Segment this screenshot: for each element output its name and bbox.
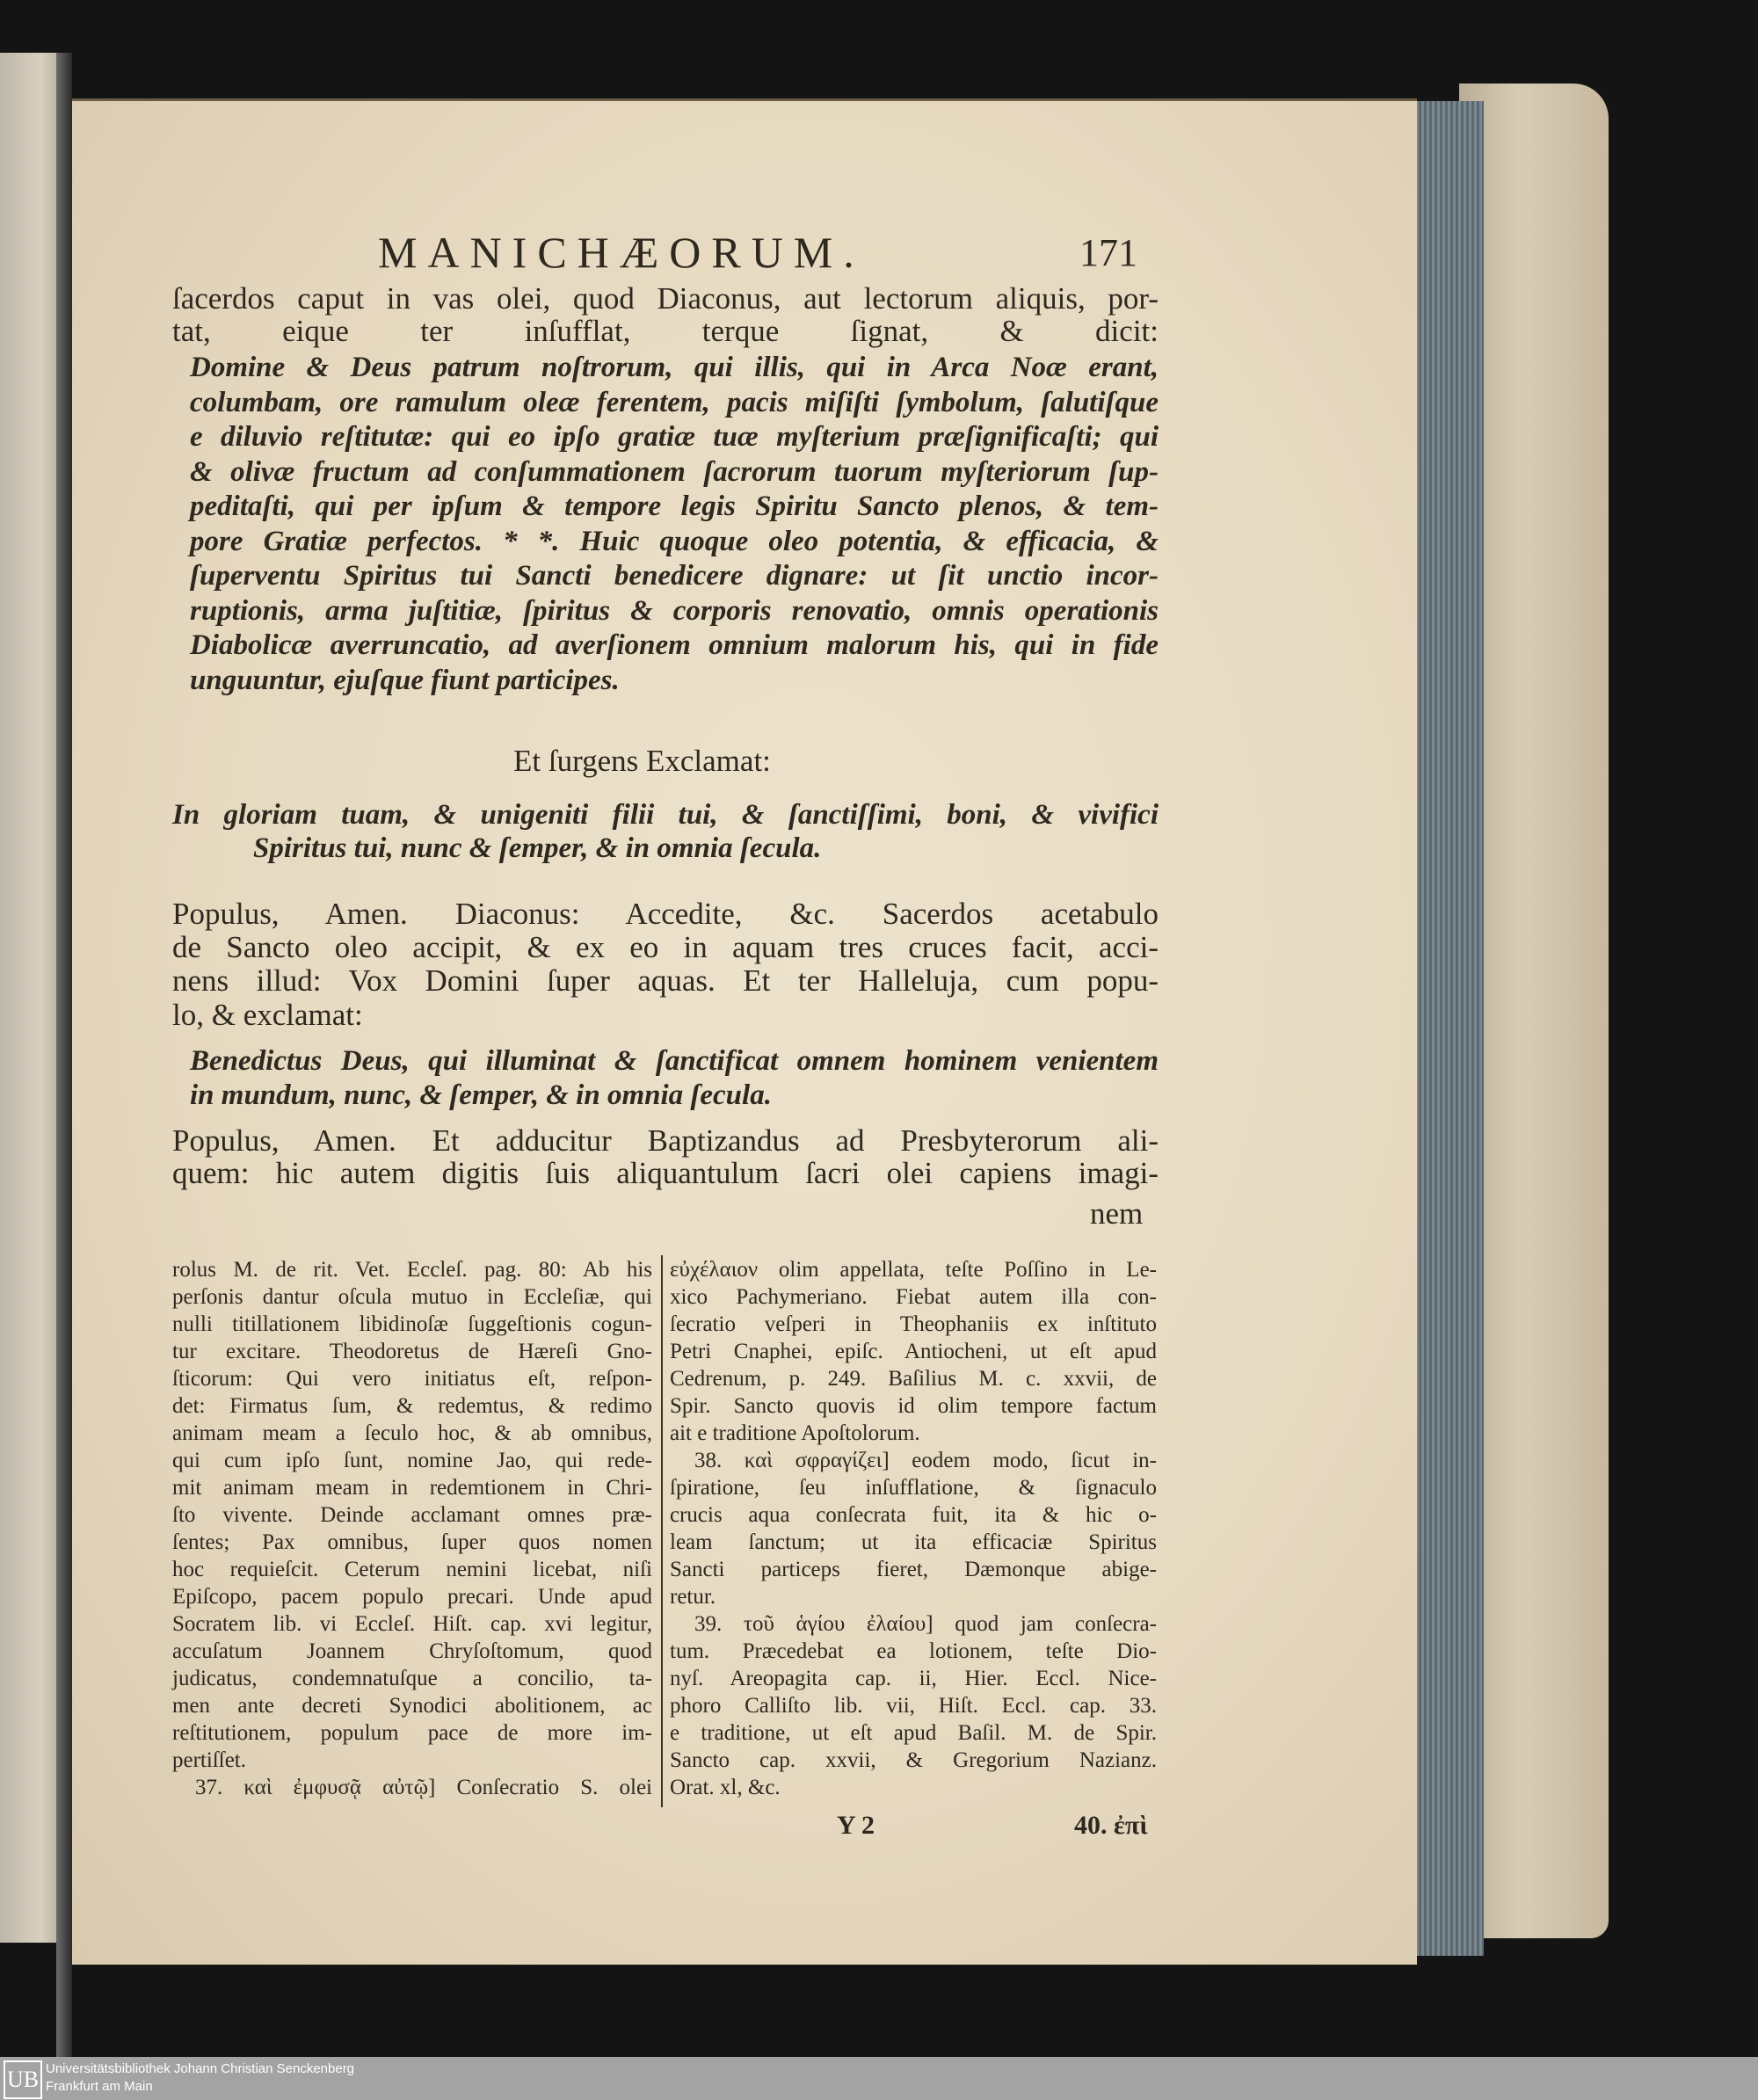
footnote-line: Cedrenum, p. 249. Baſilius M. c. xxvii, de: [670, 1367, 1157, 1391]
footnote-line: det: Firmatus ſum, & redemtus, & redimo: [172, 1394, 652, 1418]
footnote-line: judicatus, condemnatuſque a concilio, ta-: [172, 1667, 652, 1690]
footnote-line: Sancto cap. xxvii, & Gregorium Nazianz.: [670, 1748, 1157, 1772]
footnote-line: crucis aqua conſecrata fuit, ita & hic o-: [670, 1503, 1157, 1527]
prayer-line: peditaſti, qui per ipſum & tempore legis Spiritu Sancto plenos, & tem-: [190, 490, 1159, 522]
footnote-line: men ante decreti Synodici abolitionem, ac: [172, 1694, 652, 1718]
prayer-line: ſuperventu Spiritus tui Sancti benedicere dignare: ut ſit unctio incor-: [190, 560, 1159, 592]
footnote-line: 38. καὶ σφραγίζει] eodem modo, ſicut in-: [694, 1449, 1157, 1472]
footnote-line: Epiſcopo, pacem populo precari. Unde apud: [172, 1585, 652, 1609]
library-name: Universitätsbibliothek Johann Christian Senckenberg: [46, 2061, 355, 2076]
footnote-line: Petri Cnaphei, epiſc. Antiocheni, ut eſt apud: [670, 1340, 1157, 1363]
body-line: Populus, Amen. Diaconus: Accedite, &c. Sacerdos acetabulo: [172, 897, 1159, 931]
prayer-line: & olivæ fructum ad conſummationem ſacrorum tuorum myſteriorum ſup-: [190, 456, 1159, 488]
footnote-line: qui cum ipſo ſunt, nomine Jao, qui rede-: [172, 1449, 652, 1472]
page-stack-edge: [1413, 101, 1484, 1956]
footnote-line: accuſatum Joannem Chryſoſtomum, quod: [172, 1639, 652, 1663]
footnote-line: perſonis dantur oſcula mutuo in Eccleſiæ, qui: [172, 1285, 652, 1309]
footnote-line: tur excitare. Theodoretus de Hæreſi Gno-: [172, 1340, 652, 1363]
library-city: Frankfurt am Main: [46, 2079, 153, 2094]
body-line: lo, & exclamat:: [172, 998, 363, 1032]
footnote-line: Socratem lib. vi Eccleſ. Hiſt. cap. xvi legitur,: [172, 1612, 652, 1636]
prayer-line: unguuntur, ejuſque fiunt participes.: [190, 665, 620, 696]
page-number: 171: [1079, 231, 1137, 274]
prayer-line: Domine & Deus patrum noſtrorum, qui illis, qui in Arca Noæ erant,: [190, 352, 1159, 383]
prayer-line: pore Gratiæ perfectos. * *. Huic quoque oleo potentia, & efficacia, &: [190, 526, 1159, 557]
prayer-line: columbam, ore ramulum oleæ ferentem, pacis miſiſti ſymbolum, ſalutiſque: [190, 387, 1159, 418]
footnote-line: εὐχέλαιον olim appellata, teſte Poſſino in Le-: [670, 1258, 1157, 1282]
footnote-line: retur.: [670, 1585, 716, 1609]
body-line: Populus, Amen. Et adducitur Baptizandus ad Presbyterorum ali-: [172, 1123, 1159, 1158]
body-line: nens illud: Vox Domini ſuper aquas. Et ter Halleluja, cum popu-: [172, 963, 1159, 998]
footnote-line: ait e traditione Apoſtolorum.: [670, 1421, 920, 1445]
body-line: ſacerdos caput in vas olei, quod Diaconus, aut lectorum aliquis, por-: [172, 281, 1159, 316]
footnote-line: tum. Præcedebat ea lotionem, teſte Dio-: [670, 1639, 1157, 1663]
footnote-line: 39. τοῦ ἁγίου ἐλαίου] quod jam conſecra-: [694, 1612, 1157, 1636]
book-spine: [56, 53, 72, 2057]
subheading: Et ſurgens Exclamat:: [513, 744, 771, 778]
footnote-column-divider: [661, 1255, 663, 1807]
footnote-line: ſecratio veſperi in Theophaniis ex inſtituto: [670, 1312, 1157, 1336]
prayer-line: in mundum, nunc, & ſemper, & in omnia ſecula.: [190, 1079, 772, 1111]
footnote-line: ſentes; Pax omnibus, ſuper quos nomen: [172, 1530, 652, 1554]
footnote-line: animam meam a ſeculo hoc, & ab omnibus,: [172, 1421, 652, 1445]
exclamation-line: Spiritus tui, nunc & ſemper, & in omnia ſecula.: [253, 832, 822, 864]
prayer-line: Diabolicæ averruncatio, ad averſionem omnium malorum his, qui in fide: [190, 629, 1159, 661]
footnote-line: ſpiratione, ſeu inſufflatione, & ſignaculo: [670, 1476, 1157, 1500]
catchword: 40. ἐπὶ: [1074, 1811, 1148, 1840]
footnote-line: Orat. xl, &c.: [670, 1776, 781, 1799]
footnote-line: nulli titillationem libidinoſæ ſuggeſtionis cogun-: [172, 1312, 652, 1336]
footnote-line: phoro Calliſto lib. vii, Hiſt. Eccl. cap. 33.: [670, 1694, 1157, 1718]
body-line: quem: hic autem digitis ſuis aliquantulum ſacri olei capiens imagi-: [172, 1156, 1159, 1190]
signature-mark: Y 2: [837, 1811, 875, 1840]
footnote-line: xico Pachymeriano. Fiebat autem illa con-: [670, 1285, 1157, 1309]
footnote-line: mit animam meam in redemtionem in Chri-: [172, 1476, 652, 1500]
footnote-line: pertiſſet.: [172, 1748, 246, 1772]
footnote-line: hoc requieſcit. Ceterum nemini licebat, niſi: [172, 1558, 652, 1581]
footnote-line: rolus M. de rit. Vet. Eccleſ. pag. 80: Ab his: [172, 1258, 652, 1282]
footnote-line: nyſ. Areopagita cap. ii, Hier. Eccl. Nice-: [670, 1667, 1157, 1690]
footnote-line: leam ſanctum; ut ita efficaciæ Spiritus: [670, 1530, 1157, 1554]
body-line: nem: [1090, 1196, 1144, 1231]
footnote-line: ſto vivente. Deinde acclamant omnes præ-: [172, 1503, 652, 1527]
exclamation-line: In gloriam tuam, & unigeniti filii tui, & ſanctiſſimi, boni, & vivifici: [172, 799, 1159, 831]
library-logo: UB: [4, 2060, 42, 2099]
footnote-line: Spir. Sancto quovis id olim tempore factum: [670, 1394, 1157, 1418]
footnote-line: ſticorum: Qui vero initiatus eſt, reſpon-: [172, 1367, 652, 1391]
library-footer-bar: [0, 2057, 1758, 2100]
footnote-line: 37. καὶ ἐμφυσᾷ αὐτῷ] Conſecratio S. olei: [195, 1776, 652, 1799]
body-line: tat, eique ter inſufflat, terque ſignat, & dicit:: [172, 314, 1159, 348]
prayer-line: ruptionis, arma juſtitiæ, ſpiritus & corporis renovatio, omnis operationis: [190, 595, 1159, 627]
footnote-line: reſtitutionem, populum pace de more im-: [172, 1721, 652, 1745]
prayer-line: Benedictus Deus, qui illuminat & ſanctificat omnem hominem venientem: [190, 1045, 1159, 1077]
footnote-line: Sancti particeps fieret, Dæmonque abige-: [670, 1558, 1157, 1581]
body-line: de Sancto oleo accipit, & ex eo in aquam tres cruces facit, acci-: [172, 930, 1159, 964]
running-header: MANICHÆORUM.: [378, 228, 865, 277]
footnote-line: e traditione, ut eſt apud Baſil. M. de Spir.: [670, 1721, 1157, 1745]
prayer-line: e diluvio reſtitutæ: qui eo ipſo gratiæ tuæ myſterium præſignificaſti; qui: [190, 421, 1159, 453]
